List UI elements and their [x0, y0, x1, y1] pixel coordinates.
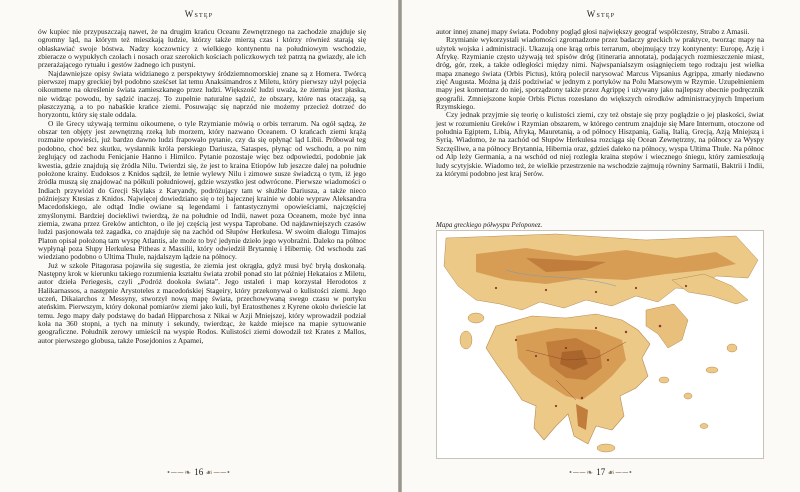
ornament-icon: ☙──• — [205, 468, 231, 477]
map-caption: Mapa greckiego półwyspu Peloponez. — [436, 221, 543, 229]
island — [727, 344, 737, 352]
right-page — [402, 0, 800, 492]
island — [700, 424, 708, 429]
ornament-icon: •──❧ — [167, 468, 193, 477]
page-number-value: 17 — [596, 467, 606, 477]
right-page-text — [436, 28, 764, 178]
ornament-icon: •──❧ — [569, 468, 595, 477]
paragraph: autor innej znanej mapy świata. Podobny pogląd głosi największy geograf współczesny, Strabo z Amasii. — [436, 27, 750, 36]
left-page-text — [38, 28, 366, 345]
island — [597, 444, 615, 452]
page-number-right — [402, 467, 800, 477]
peloponnese-map — [436, 230, 764, 459]
paragraph: Najdawniejsze opisy świata widzianego z perspektywy śródziemnomorskiej znane są z Homera. Twórcą pierwszej mapy greckiej był podobno sześćset lat temu Anaksimandros z Miletu, który pierwszy użył pojęcia oikoumene na określenie świata zamieszkanego przez ludzi. Większość ludzi uważa, że ziemia jest płaska, nie widząc powodu, by sądzić inaczej. To zupełnie naturalne sądzić, że obszary, które nas otaczają, są płaszczyzną, a to po nabaśkie krańce ziemi. Posuwając się naprzód nie możemy przecież dotrzeć do horyzontu, który się stale oddala. — [38, 68, 366, 120]
island — [468, 313, 484, 323]
paragraph: ów kupiec nie przypuszczają nawet, że na drugim krańcu Oceanu Zewnętrznego na zachodzie znajduje się ogromny ląd, na którym też mieszkają ludzie, którzy także mierzą czas i którzy również starają się obłaskawiać swoje bóstwa. Nadzy koczownicy z wielkiego kontynentu na południowym wschodzie, zbieracze o wypukłych czołach i nosach oraz szerokich kościach policzkowych też patrzą na gwiazdy, ale ich przerażającego rytuału i gestów żadnego ich pustyni. — [38, 27, 366, 70]
page-number-value: 16 — [194, 467, 204, 477]
left-page — [0, 0, 398, 492]
island — [684, 393, 692, 399]
running-header-left: Wstęp — [184, 9, 214, 19]
ornament-icon: ☙──• — [607, 468, 633, 477]
island — [460, 331, 472, 349]
paragraph: O ile Grecy używają terminu oikoumene, o tyle Rzymianie mówią o orbis terrarum. Na ogół sądzą, że obszar ten objęty jest zewnętrzną rzeką lub morzem, który nazwano Oceanem. O krańcach ziemi krążą rozmaite opowieści, już bardzo dawno ludzi frapowało pytanie, czy da się opłynąć ląd Libii. Próbował teg podobno, choć bez skutku, wysłannik króla perskiego Dariusza, Sataspes, płynąc od wschodu, a po nim żeglujący od zachodu Fenicjanie Hanno i Himilco. Pytanie pozostaje więc bez odpowiedzi, podobnie jak kwestia, gdzie znajdują się źródła Nilu. Twierdzi się, że jest to kraina Etiopów lub jeszcze dalej na południe położone krainy. Eudoksos z Knidos sądził, że letnie wylewy Nilu i zimowe susze świadczą o tym, iż jego źródła muszą się znajdować na półkuli południowej, gdzie wszystko jest odwrócone. Pierwsze wiadomości o Indiach przywiózł do Grecji Skylaks z Karyandy, podróżujący tam w służbie Dariusza, a także nieco późniejszy Ktesias z Knidos. Najwięcej dowiedziano się o tej bajecznej krainie w dobie wypraw Aleksandra Macedońskiego, ale odtąd Indie owiane są legendami i fantastycznymi opowieściami, najczęściej zmyślonymi. Bardziej dociekliwi twierdzą, że na południe od Indii, nawet poza Oceanem, może być inna ziemia, zwana przez Greków antichton, o ile jej częścią jest wyspa Taprobane. Od najdawniejszych czasów ludzi pasjonowała też zagadka, co znajduje się na zachód od Słupów Herkulesa. W swoim dialogu Timajos Platon opisał położoną tam wyspę Atlantis, ale może to być jedynie dzieło jego wyobraźni. Daleko na północ wypłynął poza Słupy Herkulesa Pitheas z Massilii, który odwiedził Brytannię i Hibernię. Od wschodu zaś wiedziano podobno o Ultima Thule, najdalszym lądzie na północy. — [38, 118, 366, 262]
page-number-left — [0, 467, 398, 477]
paragraph: Rzymianie wykorzystali wiadomości zgromadzone przez badaczy greckich w praktyce, tworząc mapy na użytek wojska i administracji. Ukazują one krąg orbis terrarum, obejmujący trzy kontynenty: Europę, Azję i Afrykę. Rzymianie często używają też spisów dróg (itineraria annotata), podających rozmieszczenie miast, dróg, gór, rzek, a także odległości między nimi. Najwspanialszym osiągnięciem tego rodzaju jest wielka mapa znanego świata (Orbis Pictus), którą polecił narysować Marcus Vipsanius Agrippa, zmarły niedawno zięć Augusta. Można ją dziś podziwiać w jednym z portyków na Polu Marsowym w Rzymie. Uzupełnieniem mapy jest komentarz do niej, sporządzony także przez Agrippę i używany jako najlepszy obecnie podręcznik geografii. Zmniejszone kopie Orbis Pictus rozesłano do większych ośrodków administracyjnych Imperium Rzymskiego. — [436, 35, 764, 112]
island — [659, 377, 669, 383]
island — [706, 367, 718, 373]
paragraph: Czy jednak przyjmie się teorię o kulistości ziemi, czy też obstaje się przy poglądzie o jej płaskości, świat jest w rozumieniu Greków i Rzymian obszarem, w którego centrum znajduje się Mare Internum, otoczone od południa Egiptem, Libią, Afryką, Mauretanią, a od północy Hiszpanią, Galią, Italią, Grecją, Azją Mniejszą i Syrią. Wiadomo, że na zachód od Słupów Herkulesa rozciąga się Ocean Zewnętrzny, na północy za Wyspy Szczęśliwe, a na północy Brytannia, Hibernia oraz, gdzieś daleko na północy, wyspa Ultima Thule. Na północ od Alp leży Germania, a na wschód od niej rozległa kraina stepów i wiecznego śniegu, który zamieszkują ludy scytyjskie. Wiadomo też, że wielkie przestrzenie na wschodzie zajmują równiny Sarmatii, Baktrii i Indii, za którymi podobno jest kraj Serów. — [436, 110, 764, 178]
paragraph: Już w szkole Pitagorasa pojawiła się sugestia, że ziemia jest okrągła, gdyż musi być bryłą doskonałą. Następny krok w kierunku takiego rozumienia kształtu świata zrobił ponad sto lat później Hekataios z Miletu, autor dzieła Periegesis, czyli „Podróż dookoła świata”. Jego ustaleń i map korzystał Herodotos z Halikarnassos, a następnie Arystoteles z macedońskiej Stageiry, który przekonywał o kulistości ziemi. Jego uczeń, Dikaiarchos z Messyny, stworzył nową mapę świata, przechowywaną swego czasu w portyku ateńskim. Pierwszym, który dokonał pomiarów ziemi jako kuli, był Eratosthenes z Kyrene około dwieście lat temu. Jego mapy dały podstawę do badań Hipparchosa z Nikai w Azji Mniejszej, który wprowadził podział koła na 360 stopni, a tych na minuty i sekundy, twierdząc, że każde miejsce na mapie sytuowanie geograficzne. Południk zerowy umieścił na wyspie Rodos. Kulistości ziemi dowodził też Krates z Mallos, autor pierwszego globusa, także Posejdonios z Apamei, — [38, 260, 366, 345]
running-header-right: Wstęp — [586, 9, 616, 19]
